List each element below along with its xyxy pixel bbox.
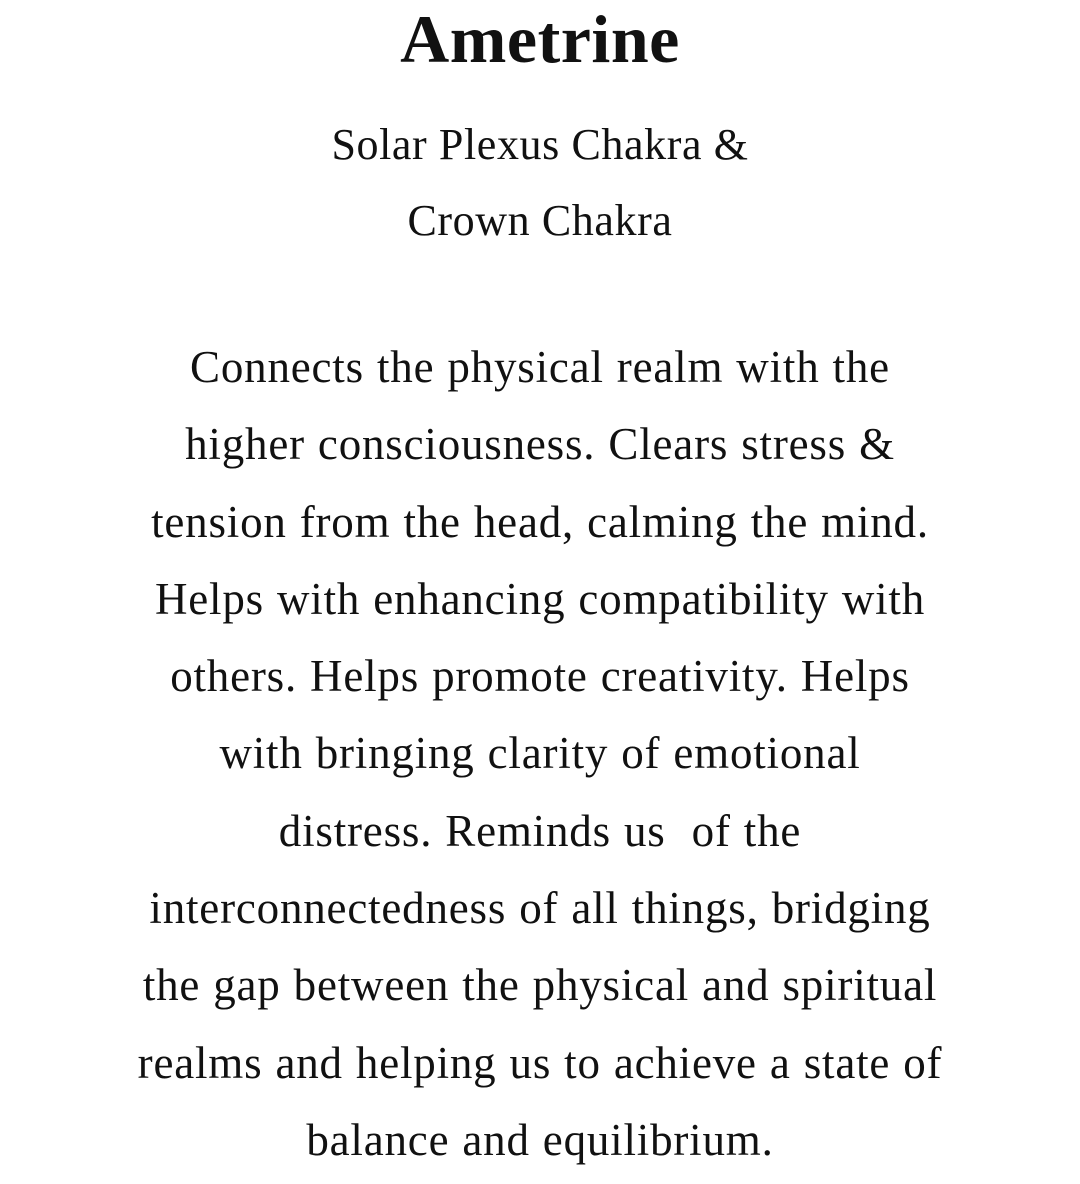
description-paragraph [0, 329, 1080, 1179]
chakra-subtitle [0, 107, 1080, 259]
description-line: balance and equilibrium. [306, 1114, 774, 1165]
page-title: Ametrine [400, 1, 680, 77]
description-line: distress. Reminds us of the [278, 805, 802, 856]
description-line: interconnectedness of all things, bridging [149, 883, 931, 934]
description-line: higher consciousness. Clears stress & [185, 419, 895, 470]
description-line: with bringing clarity of emotional [219, 728, 861, 779]
description-line: Connects the physical realm with the [190, 342, 890, 392]
subtitle-line: Crown Chakra [407, 196, 673, 245]
description-line: the gap between the physical and spiritual [142, 960, 938, 1011]
subtitle-line: Solar Plexus Chakra & [331, 120, 749, 169]
description-line: tension from the head, calming the mind. [151, 496, 929, 547]
description-line: realms and helping us to achieve a state of [137, 1037, 943, 1088]
description-line: others. Helps promote creativity. Helps [170, 651, 910, 702]
description-line: Helps with enhancing compatibility with [154, 573, 926, 624]
